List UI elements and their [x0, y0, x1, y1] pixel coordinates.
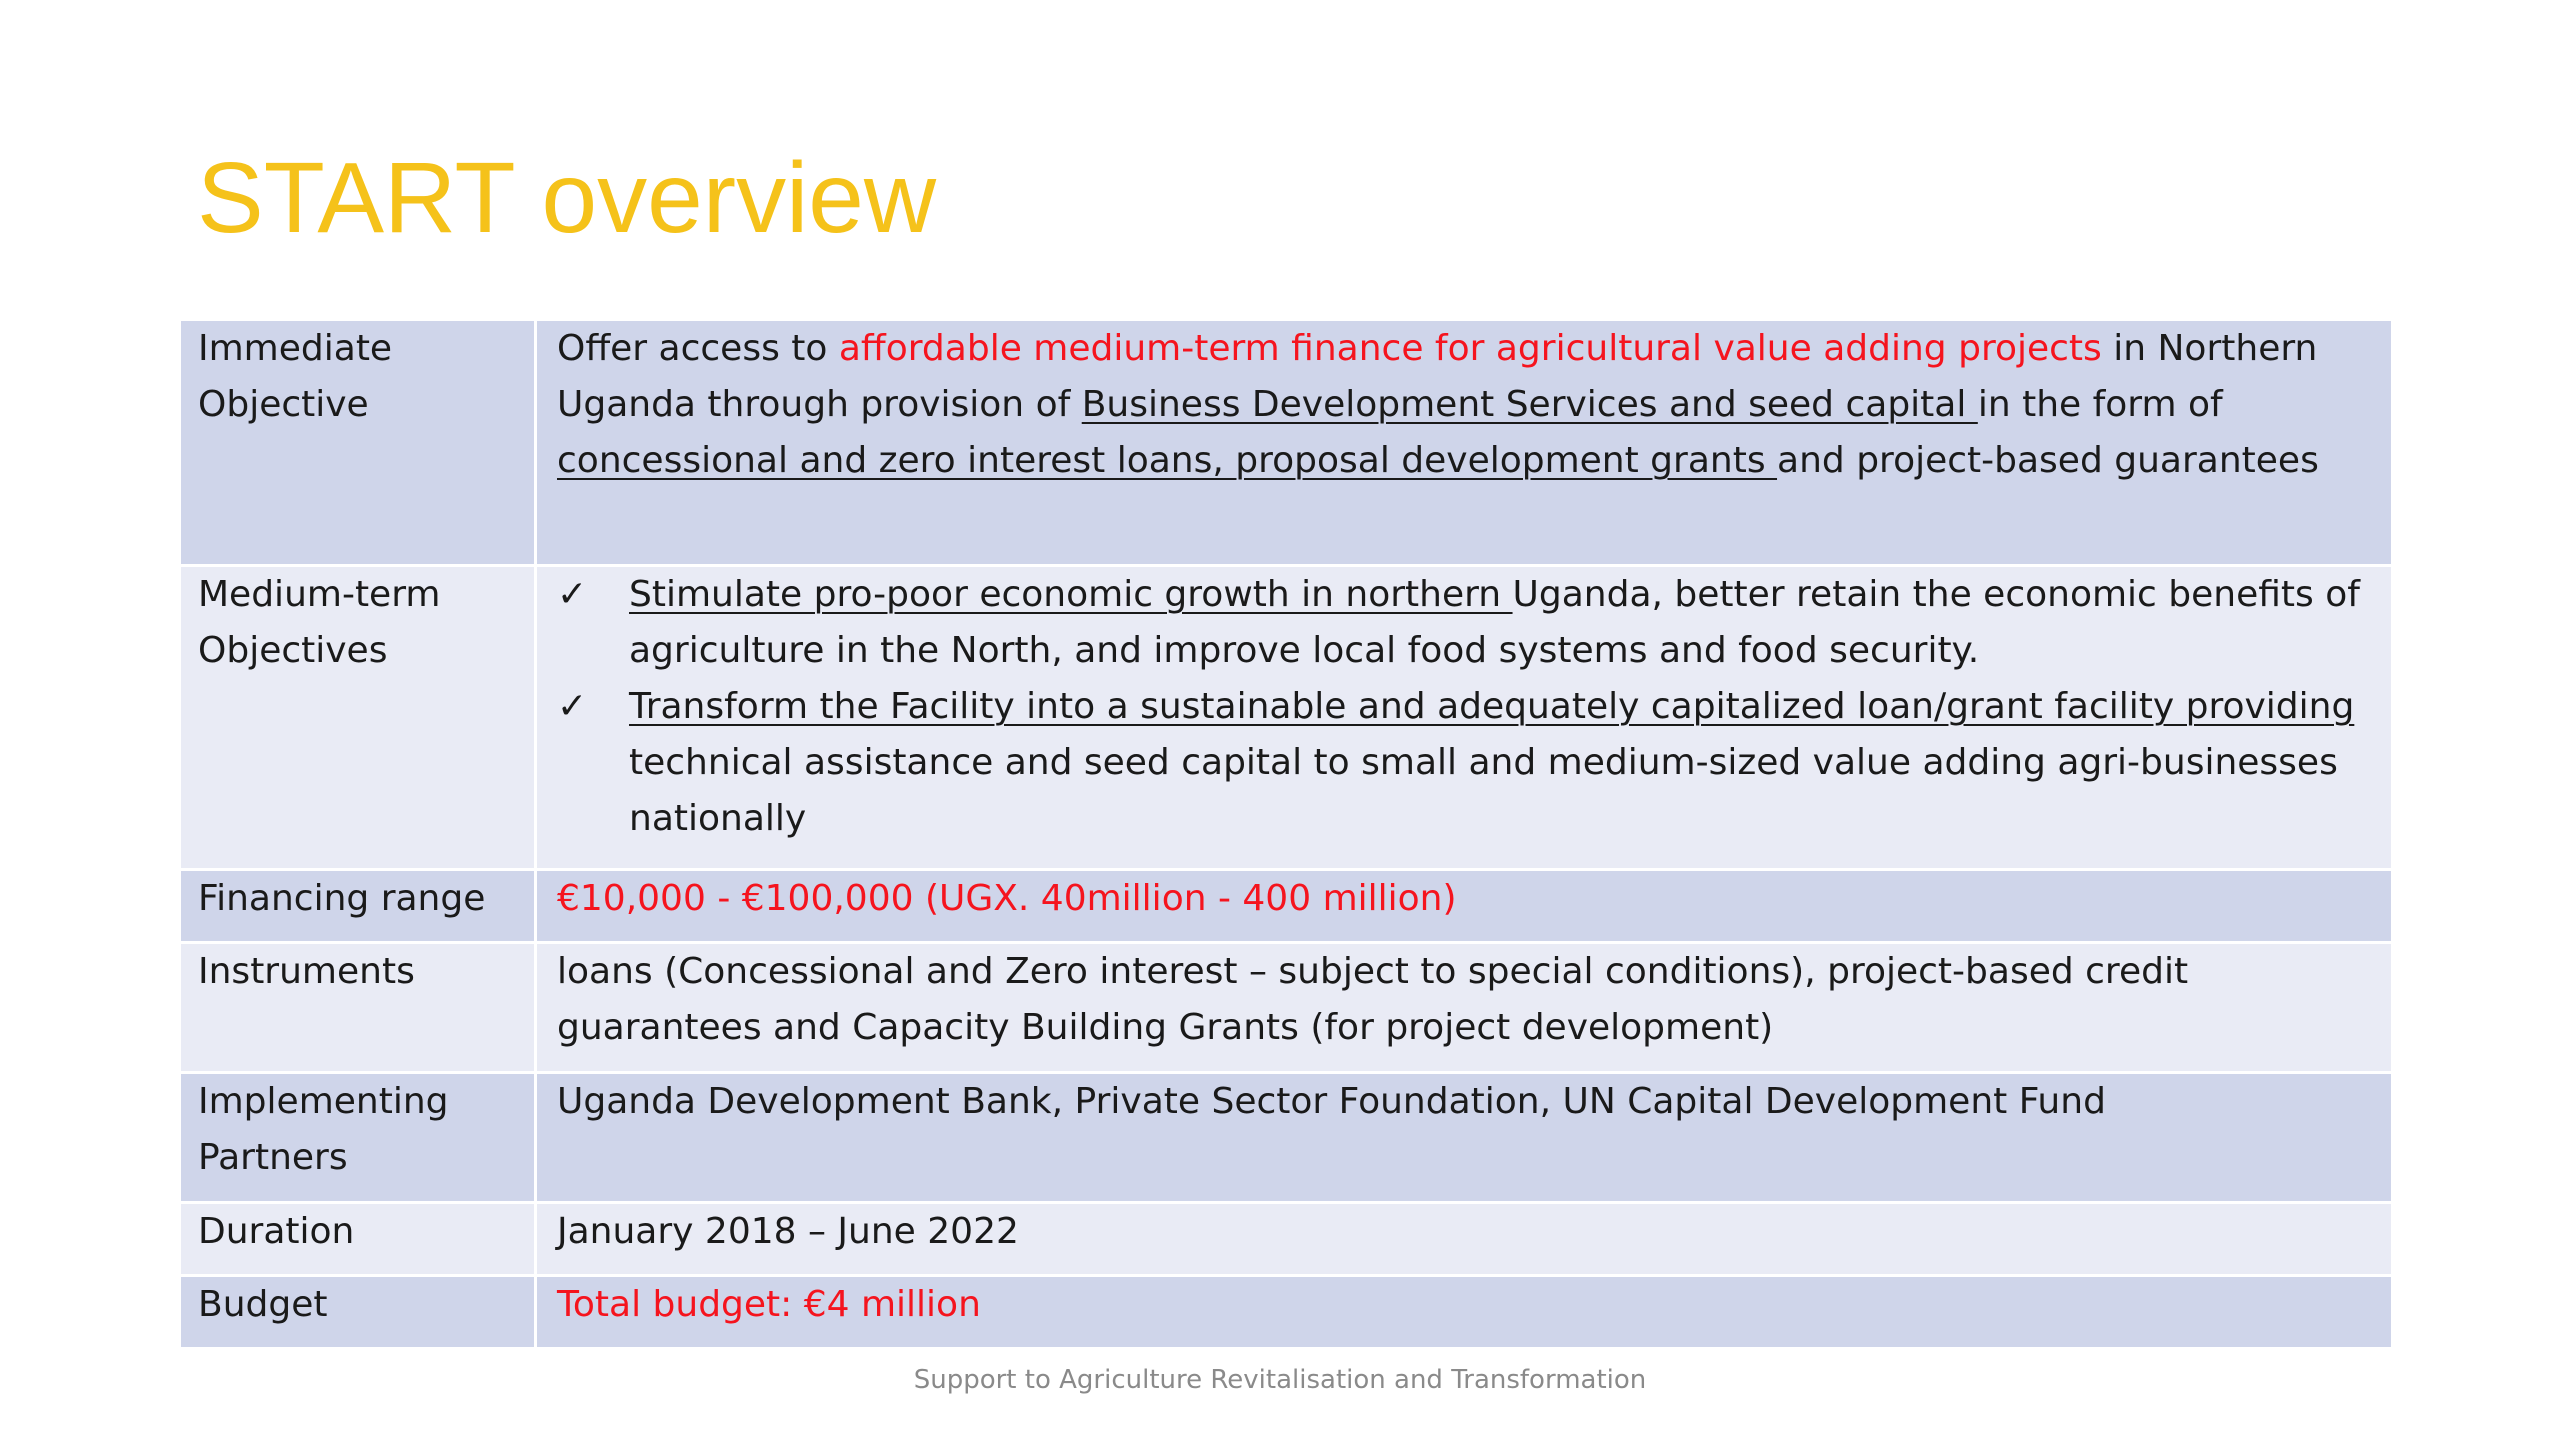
- value-implementing-partners: Uganda Development Bank, Private Sector Foundation, UN Capital Development Fund: [536, 1073, 2393, 1203]
- slide-title: START overview: [197, 142, 937, 254]
- label-instruments: Instruments: [180, 943, 536, 1073]
- objective-2-text: technical assistance and seed capital to small and medium-sized value adding agri-businesses nationally: [629, 742, 2338, 839]
- label-implementing-partners: Implementing Partners: [180, 1073, 536, 1203]
- immediate-underline-1: Business Development Services and seed capital: [1081, 384, 1978, 425]
- immediate-text-3: in the form of: [1977, 384, 2223, 425]
- label-budget: Budget: [180, 1276, 536, 1349]
- value-immediate-objective: [536, 320, 2393, 566]
- label-duration: Duration: [180, 1203, 536, 1276]
- objective-item: [557, 567, 2371, 679]
- objective-1-text: Uganda, better retain the economic benefits of agriculture in the North, and improve local food systems and food security.: [629, 574, 2360, 671]
- checkmark-icon: ✓: [557, 686, 588, 727]
- row-budget: [180, 1276, 2393, 1349]
- row-medium-term-objectives: [180, 566, 2393, 870]
- label-immediate-objective: Immediate Objective: [180, 320, 536, 566]
- immediate-text-1: Offer access to: [557, 328, 839, 369]
- immediate-underline-2: concessional and zero interest loans, proposal development grants: [557, 440, 1778, 481]
- value-financing-range: €10,000 - €100,000 (UGX. 40million - 400 million): [536, 870, 2393, 943]
- label-medium-term-objectives: Medium-term Objectives: [180, 566, 536, 870]
- overview-table: [178, 318, 2394, 1350]
- immediate-text-4: and project-based guarantees: [1777, 440, 2319, 481]
- value-medium-term-objectives: [536, 566, 2393, 870]
- row-immediate-objective: [180, 320, 2393, 566]
- immediate-highlight: affordable medium-term finance for agricultural value adding projects: [838, 328, 2102, 369]
- row-instruments: [180, 943, 2393, 1073]
- objective-item: [557, 679, 2371, 847]
- row-financing-range: [180, 870, 2393, 943]
- checkmark-icon: ✓: [557, 574, 588, 615]
- slide-footer: Support to Agriculture Revitalisation and Transformation: [913, 1365, 1647, 1395]
- value-budget: Total budget: €4 million: [536, 1276, 2393, 1349]
- row-duration: [180, 1203, 2393, 1276]
- value-duration: January 2018 – June 2022: [536, 1203, 2393, 1276]
- objectives-list: [557, 567, 2371, 847]
- objective-1-underline: Stimulate pro-poor economic growth in northern: [629, 574, 1513, 615]
- row-implementing-partners: [180, 1073, 2393, 1203]
- label-financing-range: Financing range: [180, 870, 536, 943]
- objective-2-underline: Transform the Facility into a sustainable and adequately capitalized loan/grant facility providing: [629, 686, 2355, 727]
- value-instruments: loans (Concessional and Zero interest – subject to special conditions), project-based credit guarantees and Capacity Building Grants (for project development): [536, 943, 2393, 1073]
- immediate-text-2: in Northern Uganda through provision of: [557, 328, 2318, 425]
